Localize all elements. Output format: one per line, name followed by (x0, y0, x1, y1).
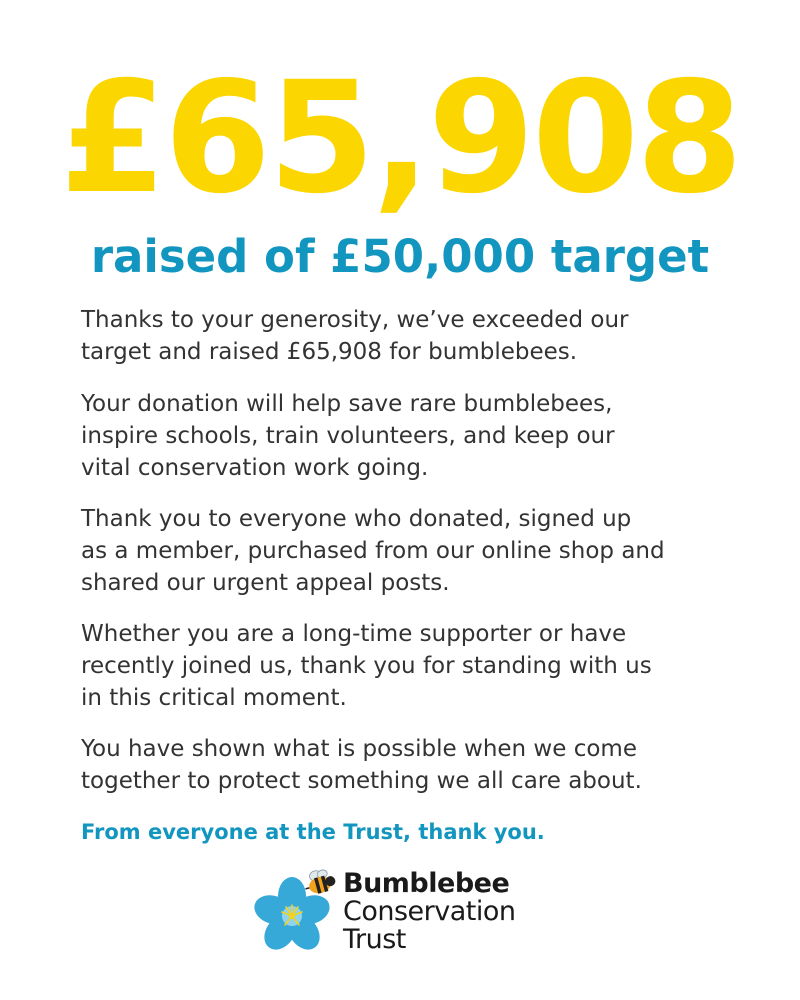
paragraph-line: as a member, purchased from our online shop and (81, 538, 665, 564)
flower-bee-logo-icon (254, 860, 344, 960)
paragraph-line: You have shown what is possible when we come (81, 736, 637, 762)
paragraph-standing (81, 618, 741, 714)
paragraph-line: Thank you to everyone who donated, signed up (81, 506, 632, 532)
signoff: From everyone at the Trust, thank you. (81, 820, 545, 844)
paragraph-line: vital conservation work going. (81, 455, 429, 481)
paragraph-line: Your donation will help save rare bumblebees, (81, 391, 613, 417)
paragraph-line: recently joined us, thank you for standing with us (81, 653, 652, 679)
logo-line-trust: Trust (343, 924, 406, 955)
paragraph-line: Thanks to your generosity, we’ve exceeded our (81, 307, 629, 333)
logo-line-bumblebee: Bumblebee (343, 868, 510, 899)
paragraph-together (81, 733, 741, 797)
paragraph-line: inspire schools, train volunteers, and keep our (81, 423, 615, 449)
paragraph-line: in this critical moment. (81, 685, 347, 711)
paragraph-impact (81, 388, 741, 484)
paragraph-line: together to protect something we all care about. (81, 768, 642, 794)
target-subtitle: raised of £50,000 target (90, 230, 710, 283)
paragraph-line: shared our urgent appeal posts. (81, 570, 450, 596)
logo-wordmark (343, 870, 516, 954)
paragraph-thanks (81, 304, 741, 368)
paragraph-line: target and raised £65,908 for bumblebees. (81, 339, 578, 365)
paragraph-supporters (81, 503, 741, 599)
bumblebee-conservation-trust-logo (254, 860, 564, 960)
paragraph-line: Whether you are a long-time supporter or have (81, 621, 627, 647)
raised-amount: £65,908 (59, 49, 741, 228)
logo-line-conservation: Conservation (343, 896, 516, 927)
